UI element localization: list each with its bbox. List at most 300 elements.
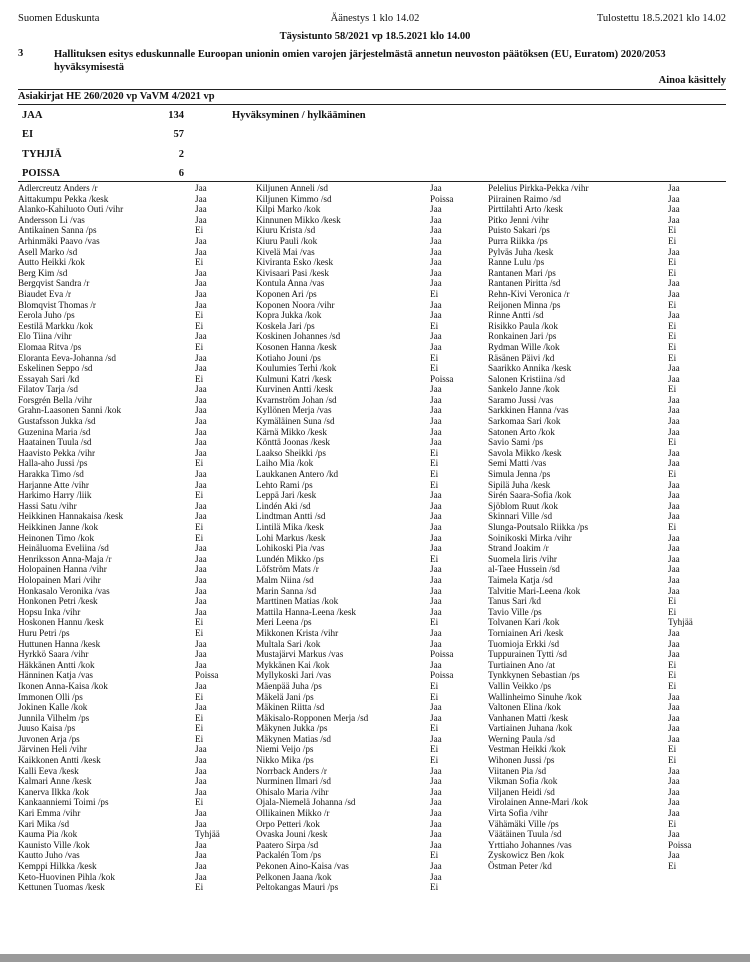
member-vote: Ei <box>430 882 439 893</box>
vote-row <box>256 776 492 787</box>
member-vote: Jaa <box>430 574 442 585</box>
vote-row <box>256 427 492 438</box>
vote-row <box>256 543 492 554</box>
member-name: Ojala-Niemelä Johanna /sd <box>256 797 356 808</box>
member-name: Lindtman Antti /sd <box>256 511 326 522</box>
member-name: Mäkynen Matias /sd <box>256 733 332 744</box>
tyhja-count: 2 <box>178 149 184 160</box>
vote-row <box>18 755 254 766</box>
member-vote: Jaa <box>430 267 442 278</box>
vote-row <box>18 448 254 459</box>
member-name: Ohisalo Maria /vihr <box>256 786 329 797</box>
member-vote: Jaa <box>430 596 442 607</box>
member-name: Arhinmäki Paavo /vas <box>18 235 100 246</box>
member-vote: Jaa <box>430 310 442 321</box>
member-name: Andersson Li /vas <box>18 214 85 225</box>
member-name: Turtiainen Ano /at <box>488 659 556 670</box>
vote-row <box>488 331 724 342</box>
member-name: Sirén Saara-Sofia /kok <box>488 490 572 501</box>
member-name: Haavisto Pekka /vihr <box>18 447 96 458</box>
member-name: Heinäluoma Eveliina /sd <box>18 543 109 554</box>
vote-row <box>18 617 254 628</box>
vote-row <box>488 681 724 692</box>
member-vote: Ei <box>430 479 439 490</box>
member-name: Norrback Anders /r <box>256 765 327 776</box>
member-vote: Jaa <box>195 850 207 861</box>
jaa-count: 134 <box>168 110 184 121</box>
member-vote: Jaa <box>430 776 442 787</box>
member-name: Honkonen Petri /kesk <box>18 596 98 607</box>
vote-row <box>488 448 724 459</box>
vote-list <box>18 183 728 953</box>
vote-row <box>488 522 724 533</box>
vote-row <box>256 797 492 808</box>
member-vote: Jaa <box>195 871 207 882</box>
member-name: Kiljunen Anneli /sd <box>256 183 328 193</box>
member-name: Junnila Vilhelm /ps <box>18 712 90 723</box>
vote-row <box>256 384 492 395</box>
vote-row <box>488 723 724 734</box>
vote-row <box>256 766 492 777</box>
member-name: Koponen Noora /vihr <box>256 299 335 310</box>
member-name: Kiviranta Esko /kesk <box>256 257 334 268</box>
member-name: Biaudet Eva /r <box>18 288 72 299</box>
member-name: Torniainen Ari /kesk <box>488 627 564 638</box>
member-name: Sjöblom Ruut /kok <box>488 500 558 511</box>
vote-row <box>488 596 724 607</box>
vote-row <box>488 564 724 575</box>
vote-number-time: Äänestys 1 klo 14.02 <box>330 13 420 24</box>
vote-row <box>18 702 254 713</box>
vote-row <box>256 850 492 861</box>
member-name: Nikko Mika /ps <box>256 755 314 766</box>
member-name: Bergqvist Sandra /r <box>18 278 90 289</box>
member-vote: Jaa <box>668 278 680 289</box>
member-name: Leppä Jari /kesk <box>256 490 317 501</box>
member-vote: Tyhjää <box>195 829 220 840</box>
member-name: Saarikko Annika /kesk <box>488 363 572 374</box>
member-name: Sarkkinen Hanna /vas <box>488 405 569 416</box>
vote-row <box>18 204 254 215</box>
vote-row <box>488 490 724 501</box>
member-vote: Jaa <box>668 808 680 819</box>
vote-row <box>256 416 492 427</box>
member-name: Mattila Hanna-Leena /kesk <box>256 606 356 617</box>
member-vote: Ei <box>430 458 439 469</box>
member-name: Koponen Ari /ps <box>256 288 317 299</box>
member-name: Lehto Rami /ps <box>256 479 313 490</box>
vote-row <box>488 575 724 586</box>
member-vote: Jaa <box>430 765 442 776</box>
member-vote: Ei <box>668 680 677 691</box>
vote-row <box>488 776 724 787</box>
member-vote: Ei <box>430 447 439 458</box>
member-vote: Ei <box>195 617 204 628</box>
vote-row <box>488 257 724 268</box>
member-vote: Jaa <box>195 469 207 480</box>
member-vote: Jaa <box>668 416 680 427</box>
member-vote: Jaa <box>668 564 680 575</box>
member-name: Reijonen Minna /ps <box>488 299 561 310</box>
member-vote: Jaa <box>668 426 680 437</box>
vote-row <box>488 480 724 491</box>
member-vote: Ei <box>195 691 204 702</box>
vote-row <box>256 215 492 226</box>
vote-row <box>256 554 492 565</box>
vote-row <box>256 808 492 819</box>
vote-row <box>488 353 724 364</box>
vote-row <box>488 278 724 289</box>
member-name: Multala Sari /kok <box>256 638 321 649</box>
member-name: al-Taee Hussein /sd <box>488 564 560 575</box>
member-name: Vanhanen Matti /kesk <box>488 712 569 723</box>
member-vote: Jaa <box>195 426 207 437</box>
member-vote: Jaa <box>430 204 442 215</box>
member-vote: Ei <box>668 744 677 755</box>
member-name: Kopra Jukka /kok <box>256 310 322 321</box>
member-vote: Poissa <box>430 193 454 204</box>
member-name: Ollikainen Mikko /r <box>256 808 330 819</box>
member-name: Wallinheimo Sinuhe /kok <box>488 691 582 702</box>
vote-row <box>256 617 492 628</box>
vote-row <box>18 321 254 332</box>
member-name: Paatero Sirpa /sd <box>256 839 319 850</box>
member-name: Pylväs Juha /kesk <box>488 246 554 257</box>
vote-row <box>18 575 254 586</box>
vote-row <box>488 458 724 469</box>
member-name: Viitanen Pia /sd <box>488 765 547 776</box>
member-name: Ronkainen Jari /ps <box>488 331 557 342</box>
vote-row <box>488 819 724 830</box>
member-name: Kontula Anna /vas <box>256 278 325 289</box>
vote-row <box>488 744 724 755</box>
member-name: Hassi Satu /vihr <box>18 500 77 511</box>
vote-row <box>18 405 254 416</box>
member-name: Keto-Huovinen Pihla /kok <box>18 871 115 882</box>
member-vote: Jaa <box>195 585 207 596</box>
member-name: Vikman Sofia /kok <box>488 776 558 787</box>
member-name: Heikkinen Hannakaisa /kesk <box>18 511 124 522</box>
vote-row <box>18 819 254 830</box>
member-name: Packalén Tom /ps <box>256 850 322 861</box>
member-name: Ikonen Anna-Kaisa /kok <box>18 680 108 691</box>
member-vote: Ei <box>668 755 677 766</box>
vote-row <box>18 268 254 279</box>
vote-row <box>256 236 492 247</box>
member-name: Rantanen Piritta /sd <box>488 278 561 289</box>
member-name: Kurvinen Antti /kesk <box>256 384 334 395</box>
member-vote: Ei <box>195 320 204 331</box>
member-vote: Jaa <box>195 511 207 522</box>
member-name: Berg Kim /sd <box>18 267 68 278</box>
member-vote: Ei <box>195 532 204 543</box>
member-name: Kivisaari Pasi /kesk <box>256 267 329 278</box>
item-number: 3 <box>18 48 24 59</box>
member-name: Lundén Mikko /ps <box>256 553 324 564</box>
member-vote: Jaa <box>430 235 442 246</box>
member-vote: Ei <box>668 469 677 480</box>
member-vote: Ei <box>195 458 204 469</box>
member-name: Virolainen Anne-Mari /kok <box>488 797 588 808</box>
member-name: Kalli Eeva /kesk <box>18 765 79 776</box>
vote-row <box>488 321 724 332</box>
member-vote: Jaa <box>668 246 680 257</box>
member-name: Löfström Mats /r <box>256 564 319 575</box>
member-vote: Jaa <box>195 702 207 713</box>
member-vote: Ei <box>430 850 439 861</box>
member-name: Eestilä Markku /kok <box>18 320 94 331</box>
member-name: Soinikoski Mirka /vihr <box>488 532 572 543</box>
member-vote: Jaa <box>430 543 442 554</box>
member-name: Koskinen Johannes /sd <box>256 331 341 342</box>
vote-row <box>18 829 254 840</box>
member-name: Mäkelä Jani /ps <box>256 691 314 702</box>
vote-row <box>18 776 254 787</box>
member-vote: Jaa <box>195 352 207 363</box>
member-name: Myllykoski Jari /vas <box>256 670 332 681</box>
member-name: Suomela Iiris /vihr <box>488 553 557 564</box>
vote-row <box>18 787 254 798</box>
vote-row <box>488 639 724 650</box>
vote-row <box>18 480 254 491</box>
member-name: Pitko Jenni /vihr <box>488 214 549 225</box>
divider <box>18 181 726 182</box>
member-vote: Jaa <box>430 786 442 797</box>
vote-row <box>488 692 724 703</box>
item-title: Hallituksen esitys eduskunnalle Euroopan unionin omien varojen järjestelmästä annetun neuvoston päätöksen (EU, Euratom) 2020/2053 hyväksymisestä <box>54 49 666 73</box>
member-vote: Jaa <box>668 574 680 585</box>
member-vote: Jaa <box>430 627 442 638</box>
member-vote: Ei <box>668 341 677 352</box>
vote-row <box>488 247 724 258</box>
divider <box>18 89 726 90</box>
vote-row <box>256 628 492 639</box>
vote-row <box>18 427 254 438</box>
member-vote: Jaa <box>430 214 442 225</box>
member-name: Kemppi Hilkka /kesk <box>18 861 97 871</box>
member-vote: Ei <box>668 320 677 331</box>
vote-row <box>256 702 492 713</box>
vote-row <box>256 247 492 258</box>
vote-row <box>256 331 492 342</box>
member-name: Kyllönen Merja /vas <box>256 405 332 416</box>
vote-row <box>18 723 254 734</box>
member-vote: Ei <box>668 267 677 278</box>
member-name: Juvonen Arja /ps <box>18 733 80 744</box>
vote-row <box>488 617 724 628</box>
member-name: Mikkonen Krista /vihr <box>256 627 339 638</box>
member-name: Heikkinen Janne /kok <box>18 522 99 532</box>
vote-row <box>256 586 492 597</box>
member-name: Kari Mika /sd <box>18 818 70 829</box>
member-vote: Ei <box>195 627 204 638</box>
vote-row <box>488 808 724 819</box>
member-name: Sankelo Janne /kok <box>488 384 560 395</box>
member-vote: Jaa <box>668 532 680 543</box>
vote-row <box>18 247 254 258</box>
member-name: Elo Tiina /vihr <box>18 331 72 342</box>
vote-row <box>256 268 492 279</box>
vote-row <box>488 734 724 745</box>
member-name: Harakka Timo /sd <box>18 469 84 480</box>
member-vote: Ei <box>430 723 439 734</box>
member-vote: Jaa <box>195 214 207 225</box>
member-name: Adlercreutz Anders /r <box>18 183 98 193</box>
member-vote: Jaa <box>195 288 207 299</box>
member-name: Kiuru Krista /sd <box>256 225 316 236</box>
member-name: Häkkänen Antti /kok <box>18 659 95 670</box>
vote-row <box>256 395 492 406</box>
member-vote: Jaa <box>668 585 680 596</box>
vote-row <box>256 342 492 353</box>
vote-row <box>256 872 492 883</box>
member-vote: Jaa <box>195 765 207 776</box>
member-vote: Jaa <box>195 204 207 215</box>
member-name: Hänninen Katja /vas <box>18 670 94 681</box>
member-name: Pekonen Aino-Kaisa /vas <box>256 861 349 871</box>
member-vote: Jaa <box>668 850 680 861</box>
member-name: Lintilä Mika /kesk <box>256 522 324 532</box>
process-stage: Ainoa käsittely <box>658 75 726 86</box>
member-vote: Jaa <box>430 225 442 236</box>
member-vote: Jaa <box>195 744 207 755</box>
member-vote: Jaa <box>195 447 207 458</box>
vote-row <box>256 692 492 703</box>
member-vote: Jaa <box>195 649 207 660</box>
vote-row <box>488 342 724 353</box>
vote-row <box>488 861 724 872</box>
vote-row <box>18 670 254 681</box>
vote-row <box>256 289 492 300</box>
vote-row <box>18 300 254 311</box>
vote-row <box>18 183 254 194</box>
member-vote: Jaa <box>668 553 680 564</box>
vote-row <box>18 511 254 522</box>
member-name: Antikainen Sanna /ps <box>18 225 97 236</box>
vote-row <box>18 289 254 300</box>
member-vote: Ei <box>430 469 439 480</box>
member-name: Alanko-Kahiluoto Outi /vihr <box>18 204 124 215</box>
member-vote: Jaa <box>430 426 442 437</box>
member-vote: Jaa <box>430 861 442 871</box>
member-name: Väätäinen Tuula /sd <box>488 829 562 840</box>
member-name: Autto Heikki /kok <box>18 257 85 268</box>
member-name: Vartiainen Juhana /kok <box>488 723 573 734</box>
vote-row <box>256 829 492 840</box>
member-name: Wihonen Jussi /ps <box>488 755 555 766</box>
vote-row <box>256 310 492 321</box>
member-vote: Jaa <box>430 405 442 416</box>
member-vote: Jaa <box>668 638 680 649</box>
member-name: Haatainen Tuula /sd <box>18 437 92 448</box>
member-vote: Jaa <box>430 500 442 511</box>
member-vote: Ei <box>430 320 439 331</box>
member-name: Kautto Juho /vas <box>18 850 80 861</box>
vote-row <box>256 501 492 512</box>
vote-row <box>256 639 492 650</box>
member-name: Kosonen Hanna /kesk <box>256 341 337 352</box>
member-vote: Jaa <box>668 829 680 840</box>
member-name: Satonen Arto /kok <box>488 426 555 437</box>
vote-row <box>18 744 254 755</box>
vote-row <box>18 543 254 554</box>
member-name: Purra Riikka /ps <box>488 235 548 246</box>
member-vote: Jaa <box>195 574 207 585</box>
vote-row <box>488 289 724 300</box>
member-name: Mykkänen Kai /kok <box>256 659 330 670</box>
member-name: Huttunen Hanna /kesk <box>18 638 101 649</box>
member-vote: Ei <box>195 733 204 744</box>
member-name: Yrttiaho Johannes /vas <box>488 839 572 850</box>
vote-row <box>18 797 254 808</box>
member-vote: Jaa <box>668 490 680 501</box>
vote-row <box>256 575 492 586</box>
vote-row <box>256 681 492 692</box>
member-name: Laukkanen Antero /kd <box>256 469 339 480</box>
member-name: Pelelius Pirkka-Pekka /vihr <box>488 183 589 193</box>
session-title: Täysistunto 58/2021 vp 18.5.2021 klo 14.00 <box>279 31 471 42</box>
member-name: Lindén Aki /sd <box>256 500 311 511</box>
member-vote: Jaa <box>195 405 207 416</box>
vote-row <box>18 840 254 851</box>
member-vote: Ei <box>195 490 204 501</box>
member-name: Koulumies Terhi /kok <box>256 363 337 374</box>
vote-row <box>488 194 724 205</box>
member-vote: Ei <box>195 723 204 734</box>
member-vote: Ei <box>195 522 204 532</box>
member-vote: Poissa <box>430 373 454 384</box>
vote-row <box>256 533 492 544</box>
member-name: Immonen Olli /ps <box>18 691 83 702</box>
vote-row <box>18 236 254 247</box>
member-vote: Jaa <box>195 861 207 871</box>
member-vote: Jaa <box>668 214 680 225</box>
vote-row <box>18 850 254 861</box>
member-vote: Ei <box>195 341 204 352</box>
vote-row <box>18 628 254 639</box>
vote-row <box>18 861 254 872</box>
member-name: Tuppurainen Tytti /sd <box>488 649 567 660</box>
member-vote: Jaa <box>430 606 442 617</box>
member-name: Mustajärvi Markus /vas <box>256 649 344 660</box>
vote-row <box>488 829 724 840</box>
member-vote: Jaa <box>195 267 207 278</box>
vote-row <box>256 448 492 459</box>
member-vote: Jaa <box>195 193 207 204</box>
member-vote: Ei <box>668 225 677 236</box>
vote-row <box>256 787 492 798</box>
member-vote: Jaa <box>430 818 442 829</box>
vote-row <box>256 522 492 533</box>
vote-row <box>18 215 254 226</box>
member-name: Forsgrén Bella /vihr <box>18 394 92 405</box>
vote-row <box>18 660 254 671</box>
member-vote: Jaa <box>195 246 207 257</box>
member-name: Pirttilahti Arto /kesk <box>488 204 564 215</box>
member-vote: Jaa <box>195 786 207 797</box>
member-name: Hyrkkö Saara /vihr <box>18 649 89 660</box>
vote-row <box>256 723 492 734</box>
vote-row <box>256 204 492 215</box>
vote-row <box>488 395 724 406</box>
member-name: Kettunen Tuomas /kesk <box>18 882 105 893</box>
member-name: Järvinen Heli /vihr <box>18 744 87 755</box>
member-name: Eskelinen Seppo /sd <box>18 363 93 374</box>
member-name: Harkimo Harry /liik <box>18 490 92 501</box>
vote-row <box>256 564 492 575</box>
member-name: Tuomioja Erkki /sd <box>488 638 560 649</box>
member-vote: Jaa <box>430 522 442 532</box>
